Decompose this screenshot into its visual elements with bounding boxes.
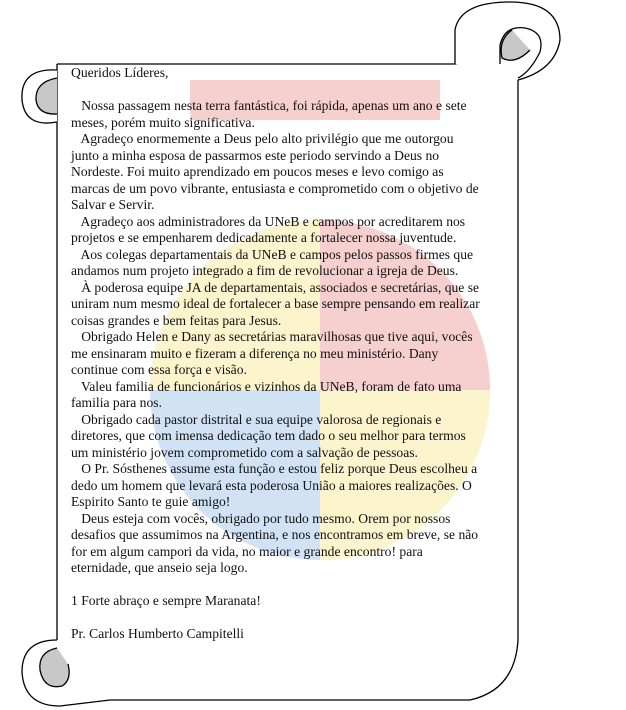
paragraph-line: dedo um homem que levará esta poderosa União a maiores realizações. O [71,477,472,493]
letter-body [71,65,531,643]
paragraph-line: Deus esteja com vocês, obrigado por tudo mesmo. Orem por nossos [71,510,451,526]
paragraph-line: desafios que assumimos na Argentina, e nos encontramos em breve, se não [71,527,479,542]
paragraph-line: for em algum campori da vida, no maior e grande encontro! para [71,543,423,559]
paragraph-line: Aos colegas departamentais da UNeB e campos pelos passos firmes que [71,246,474,262]
paragraph [71,379,531,412]
paragraph [71,511,531,577]
letter-closing: 1 Forte abraço e sempre Maranata! [71,593,261,608]
paragraph-line: um ministério jovem comprometido com a salvação de pessoas. [71,444,418,460]
paragraph [71,98,531,131]
paragraph-line: coisas grandes e bem feitas para Jesus. [71,312,282,328]
paragraph-line: familia para nos. [71,395,162,410]
paragraph-line: projetos e se empenharem dedicadamente a fortalecer nossa juventude. [71,230,457,245]
paragraph-line: Agradeço aos administradores da UNeB e campos por acreditarem nos [71,213,466,229]
paragraph-line: Nossa passagem nesta terra fantástica, foi rápida, apenas um ano e sete [71,98,467,113]
paragraph [71,280,531,330]
paragraph-line: continue com essa força e visão. [71,362,247,377]
paragraph-line: Agradeço enormemente a Deus pelo alto privilégio que me outorgou [71,131,454,146]
paragraph-line: Salvar e Servir. [71,197,155,212]
paragraph-line: diretores, que com imensa dedicação tem dado o seu melhor para termos [71,428,466,443]
paragraph-line: eternidade, que anseio seja logo. [71,560,248,575]
paragraph-line: Obrigado cada pastor distrital e sua equipe valorosa de regionais e [71,411,442,427]
paragraph-line: andamos num projeto integrado a fim de revolucionar a igreja de Deus. [71,263,459,278]
paragraph [71,247,531,280]
letter-signature: Pr. Carlos Humberto Campitelli [71,626,244,641]
paragraph [71,412,531,462]
paragraph [71,329,531,379]
paragraph-line: marcas de um povo vibrante, entusiasta e comprometido com o objetivo de [71,180,479,196]
paragraph-line: uniram num mesmo ideal de fortalecer a base sempre pensando em realizar [71,296,480,311]
letter-paragraphs [71,98,531,577]
paragraph-line: meses, porém muito significativa. [71,114,255,130]
paragraph-line: Espirito Santo te guie amigo! [71,494,231,509]
paragraph-line: O Pr. Sósthenes assume esta função e estou feliz porque Deus escolheu a [71,461,478,476]
paragraph-line: Valeu familia de funcionários e vizinhos da UNeB, foram de fato uma [71,378,462,394]
paragraph-line: Obrigado Helen e Dany as secretárias maravilhosas que tive aqui, vocês [71,329,473,344]
letter-greeting: Queridos Líderes, [71,65,169,80]
paragraph-line: me ensinaram muito e fizeram a diferença no meu ministério. Dany [71,345,439,361]
paragraph [71,214,531,247]
paragraph-line: À poderosa equipe JA de departamentais, associados e secretárias, que se [71,279,480,295]
paragraph [71,461,531,511]
paragraph-line: Nordeste. Foi muito aprendizado em poucos meses e levo comigo as [71,164,444,179]
paragraph [71,131,531,214]
paragraph-line: junto a minha esposa de passarmos este periodo servindo a Deus no [71,147,440,163]
